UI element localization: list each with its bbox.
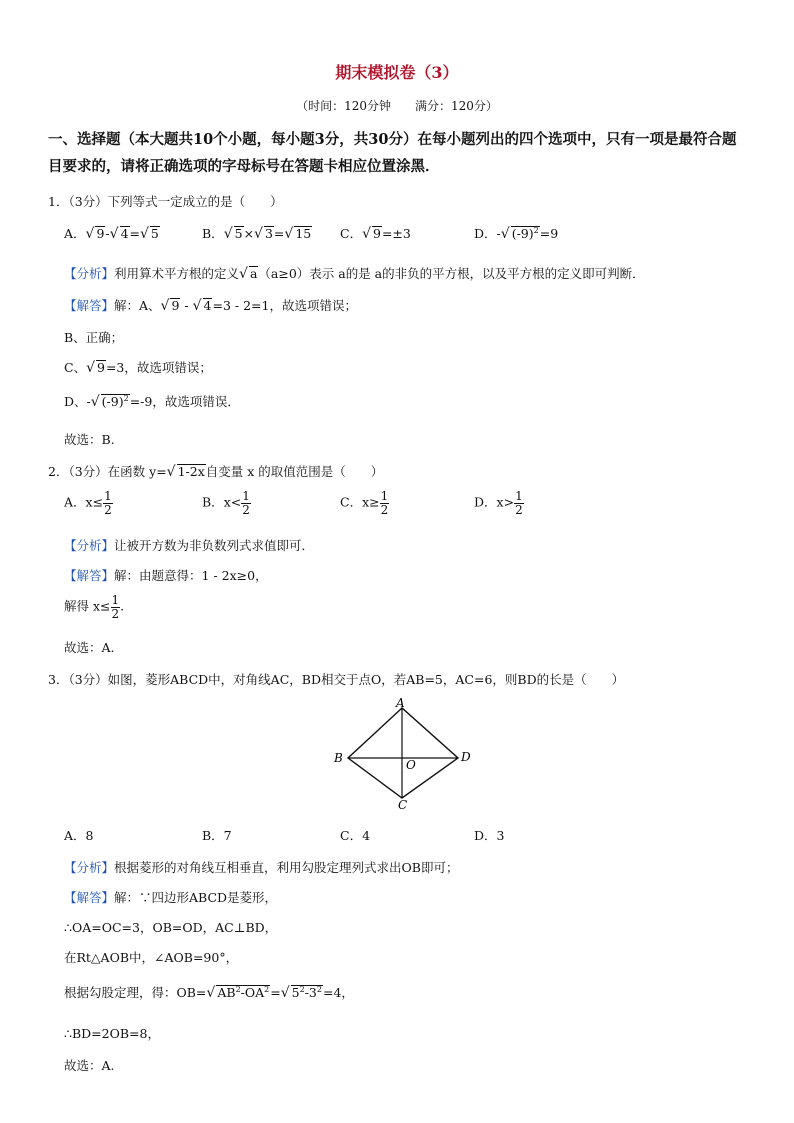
q1-answer: 【解答】解：A、√ 9 - √ 4=3 - 2=1，故选项错误； [64,298,357,314]
q1-choice: 故选：B. [64,432,115,447]
q3-option-d: D．3 [474,828,505,843]
label-o: O [406,758,416,772]
q1-line-b: B、正确； [64,330,124,345]
q2-solve: 解得 x≤ $\frac{1}{2}$ . [64,593,125,621]
label-c: C [398,798,408,810]
q2-option-a: A．x≤ $\frac{1}{2}$ [64,489,112,517]
q3-line1: ∴OA=OC=3，OB=OD，AC⊥BD， [64,920,278,935]
section-heading: 一、选择题（本大题共10个小题，每小题3分，共30分）在每小题列出的四个选项中，只有一项是最符合题目要求的，请将正确选项的字母标号在答题卡相应位置涂黑． [48,131,737,175]
q2-option-d: D．x> $\frac{1}{2}$ [474,489,523,517]
q2-answer: 【解答】解：由题意得：1 - 2x≥0， [64,568,268,583]
q1-line-d: D、-√ $(-9)^2=-9$，故选项错误． [64,393,240,410]
q3-stem: 3．（3分）如图，菱形ABCD中，对角线AC，BD相交于点O，若AB=5，AC=6，则BD的长是（ ） [48,672,625,687]
q1-option-b: B．√ 5×√ 3=√ 15 [202,226,312,242]
q3-line4: ∴BD=2OB=8， [64,1026,160,1041]
q3-option-a: A．8 [64,828,94,843]
q2-option-c: C．x≥ $\frac{1}{2}$ [340,489,389,517]
label-b: B [334,751,343,765]
q2-stem: 2．（3分）在函数 y=√ 1-2x自变量 x 的取值范围是（ ） [48,464,384,480]
q3-line2: 在Rt△AOB中，∠AOB=90°， [64,950,239,965]
q1-analysis: 【分析】利用算术平方根的定义√ a（a≥0）表示 a的是 a的非负的平方根，以及平方根的定义即可判断． [64,266,645,282]
page-title: 期末模拟卷（3） [335,63,459,82]
label-a: A [396,698,405,710]
q3-option-b: B．7 [202,828,232,843]
q3-line3: 根据勾股定理，得：OB=√ $AB^2-OA^2=√$ $5^2-3^2=4$， [64,984,354,1001]
label-d: D [461,750,471,764]
q2-analysis: 【分析】让被开方数为非负数列式求值即可． [64,538,315,553]
q1-option-a: A．√ 9-√ 4=√ 5 [64,226,159,242]
q1-stem: 1．（3分）下列等式一定成立的是（ ） [48,194,283,209]
q1-option-d: D．-√ $(-9)^2=9$ [474,225,559,242]
exam-info: （时间：120分钟 满分：120分） [296,99,498,113]
rhombus-outline [348,708,458,798]
q3-answer: 【解答】解：∵四边形ABCD是菱形， [64,890,278,905]
q2-option-b: B．x< $\frac{1}{2}$ [202,489,250,517]
q3-option-c: C．4 [340,828,371,843]
rhombus-figure [330,698,480,810]
q1-line-c: C、√ 9=3，故选项错误； [64,360,212,376]
q1-option-c: C．√ 9=±3 [340,226,411,242]
q2-choice: 故选：A. [64,640,115,655]
q3-choice: 故选：A. [64,1058,115,1073]
q3-analysis: 【分析】根据菱形的对角线互相垂直，利用勾股定理列式求出OB即可； [64,860,459,875]
